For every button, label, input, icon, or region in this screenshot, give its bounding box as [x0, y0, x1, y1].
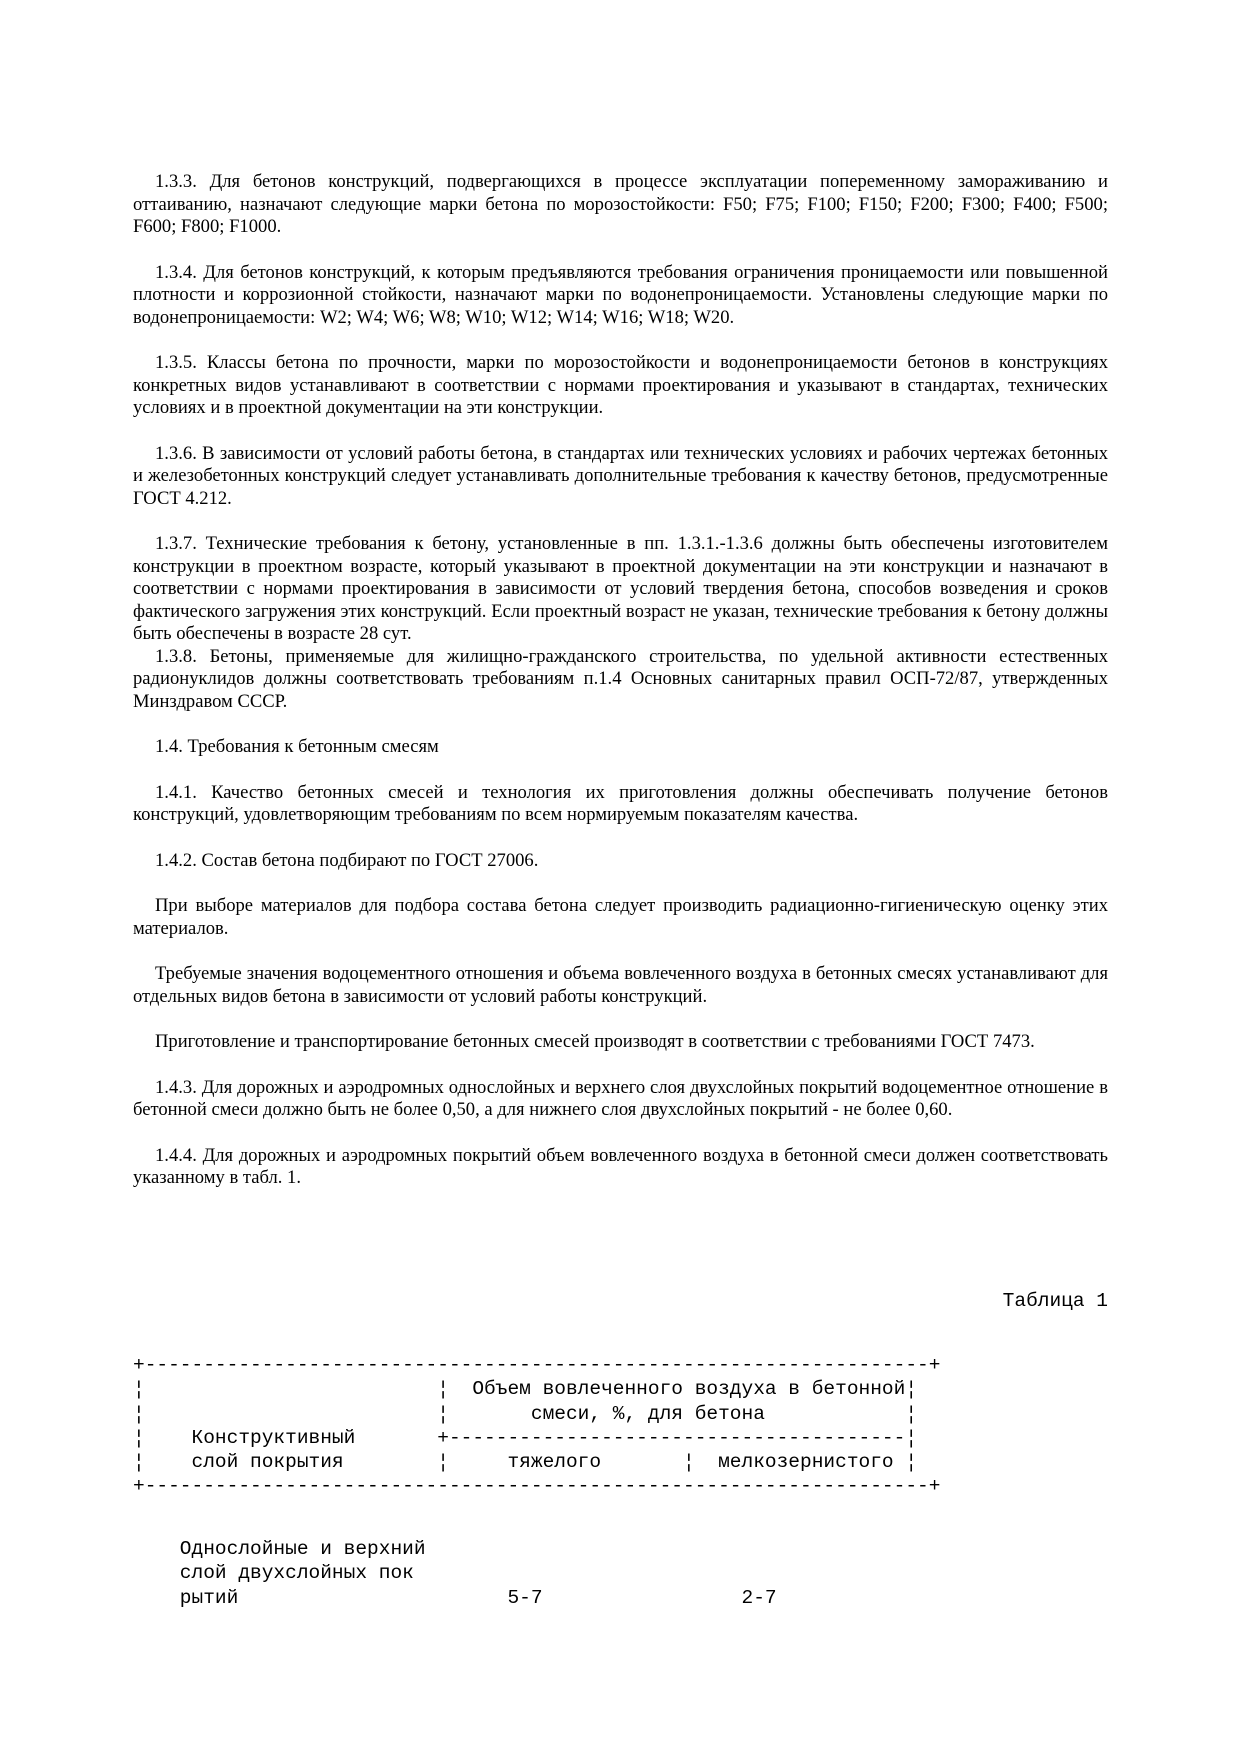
- paragraph-1-3-6: 1.3.6. В зависимости от условий работы бетона, в стандартах или технических условиях и рабочих чертежах бетонных и железобетонных конструкций следует устанавливать дополнительные требования к качеству бетонов, предусмотренные ГОСТ 4.212.: [133, 442, 1108, 509]
- paragraph-1-4-4: 1.4.4. Для дорожных и аэродромных покрытий объем вовлеченного воздуха в бетонной смеси должен соответствовать указанному в табл. 1.: [133, 1144, 1108, 1188]
- paragraph-water-cement-ratio: Требуемые значения водоцементного отношения и объема вовлеченного воздуха в бетонных смесях устанавливают для отдельных видов бетона в зависимости от условий работы конструкций.: [133, 963, 1108, 1007]
- body-text: [133, 171, 1108, 1190]
- section-heading-1-4: 1.4. Требования к бетонным смесям: [155, 736, 439, 757]
- paragraph-1-3-7: 1.3.7. Технические требования к бетону, установленные в пп. 1.3.1.-1.3.6 должны быть обеспечены изготовителем конструкции в проектном возрасте, который указывают в проектной документации на эти конструкции и назначают в соответствии с нормами проектирования в зависимости от условий твердения бетона, способов возведения и сроков фактического загружения этих конструкций. Если проектный возраст не указан, технические требования к бетону должны быть обеспечены в возрасте 28 сут.: [133, 533, 1108, 644]
- paragraph-1-3-5: 1.3.5. Классы бетона по прочности, марки по морозостойкости и водонепроницаемости бетонов в конструкциях конкретных видов устанавливают в соответствии с нормами проектирования и указывают в стандартах, технических условиях и в проектной документации на эти конструкции.: [133, 352, 1108, 418]
- paragraph-1-4-3: 1.4.3. Для дорожных и аэродромных однослойных и верхнего слоя двухслойных покрытий водоцементное отношение в бетонной смеси должно быть не более 0,50, а для нижнего слоя двухслойных покрытий - не более 0,60.: [133, 1076, 1108, 1120]
- paragraph-1-3-4: 1.3.4. Для бетонов конструкций, к которым предъявляются требования ограничения проницаемости или повышенной плотности и коррозионной стойкости, назначают марки по водонепроницаемости. Установлены следующие марки по водонепроницаемости: W2; W4; W6; W8; W10; W12; W14; W16; W18; W20.: [133, 261, 1108, 328]
- table-caption: Таблица 1: [1002, 1290, 1108, 1312]
- paragraph-1-3-3: 1.3.3. Для бетонов конструкций, подвергающихся в процессе эксплуатации попеременному замораживанию и оттаиванию, назначают следующие марки бетона по морозостойкости: F50; F75; F100; F150; F200; F300; F400; F500; F600; F800; F1000.: [133, 171, 1108, 237]
- paragraph-1-4-2: 1.4.2. Состав бетона подбирают по ГОСТ 27006.: [155, 849, 539, 871]
- paragraph-materials-selection: При выборе материалов для подбора состава бетона следует производить радиационно-гигиеническую оценку этих материалов.: [133, 895, 1108, 939]
- table-header: +-------------------------------------------------------------------+ ¦ ¦ Объем вовлеченного воздуха в бетонной¦ ¦ ¦ смеси, %, для бетона ¦ ¦ Конструктивный +---------------------------------------¦ ¦ слой покрытия ¦ тяжелого ¦ мелкозернистого ¦ +-------------------------------------------------------------------+: [133, 1354, 941, 1498]
- paragraph-preparation-transport: Приготовление и транспортирование бетонных смесей производят в соответствии с требованиями ГОСТ 7473.: [155, 1031, 1035, 1052]
- paragraph-1-3-8: 1.3.8. Бетоны, применяемые для жилищно-гражданского строительства, по удельной активности естественных радионуклидов должны соответствовать требованиям п.1.4 Основных санитарных правил ОСП-72/87, утвержденных Минздравом СССР.: [133, 645, 1108, 712]
- paragraph-1-4-1: 1.4.1. Качество бетонных смесей и технология их приготовления должны обеспечивать получение бетонов конструкций, удовлетворяющим требованиям по всем нормируемым показателям качества.: [133, 781, 1108, 825]
- table-row: Однослойные и верхний слой двухслойных пок рытий 5-7 2-7: [179, 1538, 777, 1609]
